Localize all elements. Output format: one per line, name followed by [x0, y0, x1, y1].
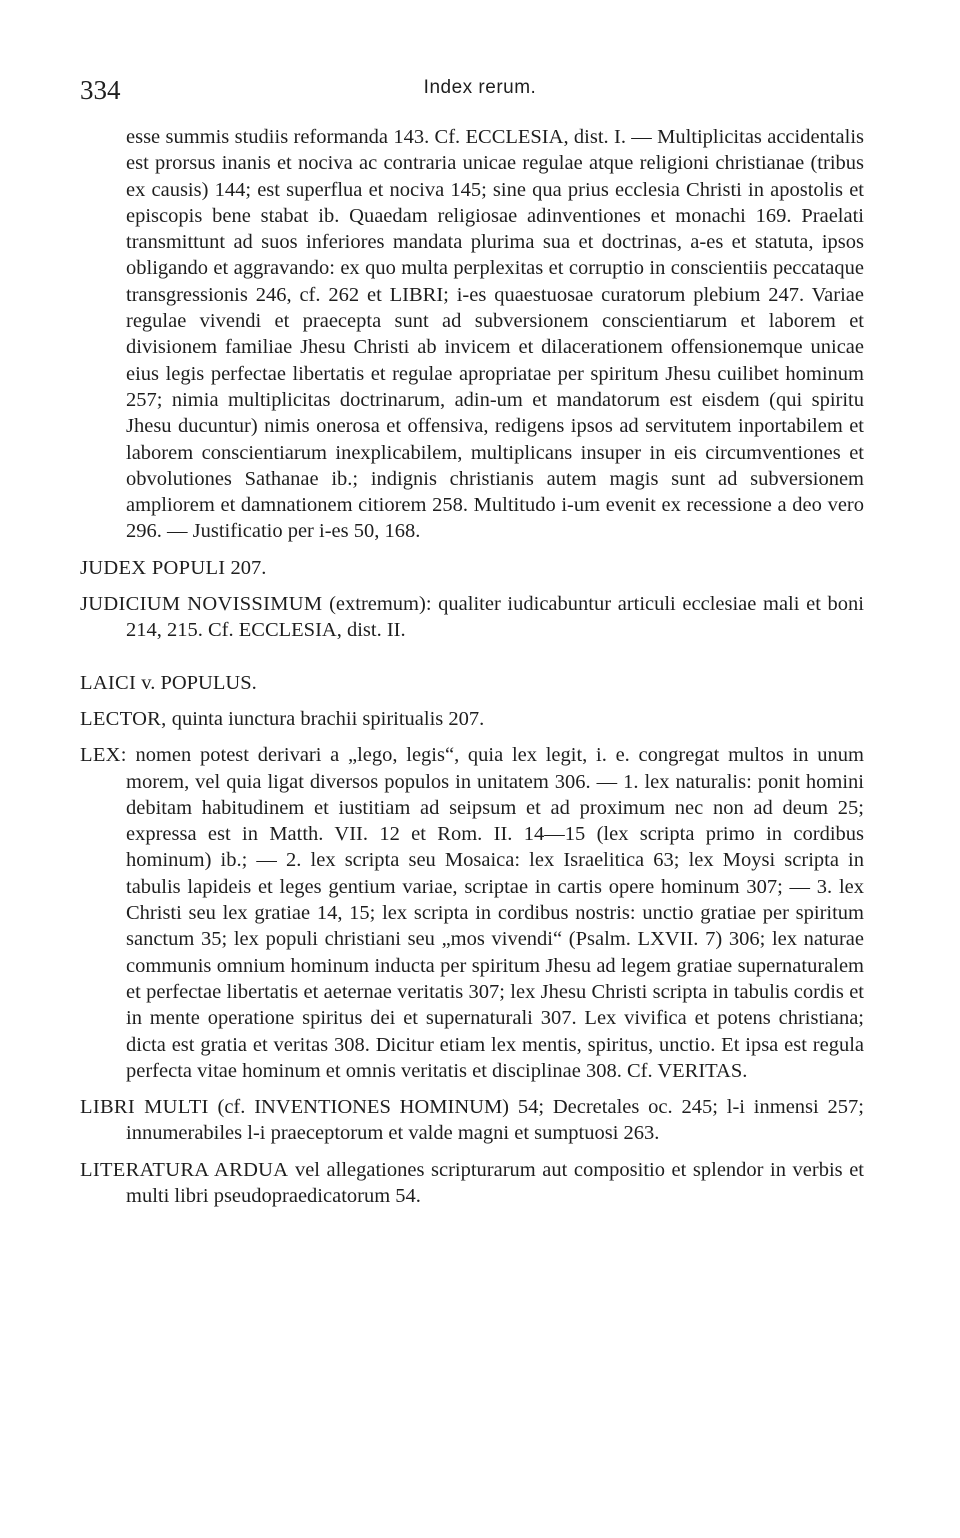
index-entries [80, 124, 864, 1219]
entry-text: vel allegationes scripturarum aut compositio et splendor in verbis et multi libri pseudopraedicatorum 54. [126, 1158, 864, 1207]
entry-keyword: JUDEX POPULI [80, 556, 226, 579]
entry-keyword: LAICI [80, 671, 137, 694]
entry-text: esse summis studiis reformanda 143. Cf. ECCLESIA, dist. I. — Multiplicitas accidentalis est prorsus inanis et nociva ac contraria unicae regulae atque religioni christianae (tribus ex causis) 144; est superflua et nociva 145; sine qua prius ecclesia Christi in apostolis et episcopis bene stabat ib. Quaedam religiosae adinventiones et monachi 169. Praelati transmittunt ad suos inferiores mandata plurima sua et doctrinas, a-es et statuta, ipsos obligando et aggravando: ex quo multa perplexitas et corruptio in conscientiis peccataque transgressionis 246, cf. 262 et LIBRI; i-es quaestuosae curatorum plebium 247. Variae regulae vivendi et praecepta sunt ad subversionem conscientiarum et laborem et divisionem familiae Jhesu Christi ab invicem et dilacerationem offensionemque unicae eius legis perfectae libertatis et regulae apropriatae per spiritum Jhesu cuilibet hominum 257; nimia multiplicitas doctrinarum, adin-um et mandatorum est eisdem (qui spiritu Jhesu ducuntur) nimis onerosa et offensiva, redigens ipsos ad servitutem inportabilem et laborem conscientiarum inexplicabilem, multiplicans insuper in eis circumventiones et obvolutiones Sathanae ib.; indignis christianis autem magis sunt ad subversionem ampliorem et damnationem citiorem 258. Multitudo i-um evenit ex recessione a deo vero 296. — Justificatio per i-es 50, 168. [126, 126, 864, 543]
page-number: 334 [80, 75, 121, 105]
index-entry-lex [80, 742, 864, 1084]
index-entry-literatura-ardua [80, 1157, 864, 1210]
index-entry-laici [80, 670, 864, 696]
entry-text: v. POPULUS. [136, 671, 257, 694]
index-entry-lector [80, 706, 864, 732]
entry-keyword: LITERATURA ARDUA [80, 1158, 289, 1181]
entry-keyword: JUDICIUM NOVISSIMUM [80, 593, 323, 616]
entry-text: (cf. INVENTIONES HOMINUM) 54; Decretales oc. 245; l-i inmensi 257; innumerabiles l-i praeceptorum et valde magni et sumptuosi 263. [126, 1096, 864, 1145]
running-head: Index rerum. [423, 77, 537, 98]
index-entry-libri-multi [80, 1094, 864, 1147]
entry-text: 207. [225, 556, 267, 579]
index-entry-judex-populi [80, 555, 864, 581]
index-entry-continuation [80, 124, 864, 545]
entry-text: nomen potest derivari a „lego, legis“, quia lex legit, i. e. congregat multos in unum morem, vel quia ligat diversos populos in unitatem 306. — 1. lex naturalis: ponit homini debitam habitudinem et iustitiam ad seipsum et ad proximum nec non ad deum 25; expressa est in Matth. VII. 12 et Rom. II. 14—15 (lex scripta primo in cordibus hominum) ib.; — 2. lex scripta seu Mosaica: lex Israelitica 63; lex Moysi scripta in tabulis lapideis et leges gentium variae, scriptae in cartis opere hominum 307; — 3. lex Christi seu lex gratiae 14, 15; lex scripta in cordibus nostris: unctio gratiae per spiritum sanctum 35; lex populi christiani seu „mos vivendi“ (Psalm. LXVII. 7) 306; lex naturae communis omnium hominum inducta per spiritum Jhesu ad legem gratiae supernaturalem et perfectae libertatis et aeternae veritatis 307; lex Jhesu Christi scripta in tabulis cordis et in mente operatione spiritus dei et supernaturali 307. Lex vivifica et potens christiana; dicta est gratia et veritas 308. Dicitur etiam lex mentis, spiritus, unctio. Et ipsa est regula perfecta vitae hominum et omnis veritatis et disciplinae 308. Cf. VERITAS. [126, 744, 864, 1082]
entry-keyword: LEX: [80, 744, 127, 767]
entry-keyword: LECTOR, [80, 707, 167, 730]
entry-text: quinta iunctura brachii spiritualis 207. [166, 707, 485, 730]
page-header [80, 75, 880, 109]
entry-text: (extremum): qualiter iudicabuntur articuli ecclesiae mali et boni 214, 215. Cf. ECCLESIA, dist. II. [126, 593, 864, 642]
entry-keyword: LIBRI MULTI [80, 1096, 209, 1119]
index-entry-judicium-novissimum [80, 591, 864, 644]
